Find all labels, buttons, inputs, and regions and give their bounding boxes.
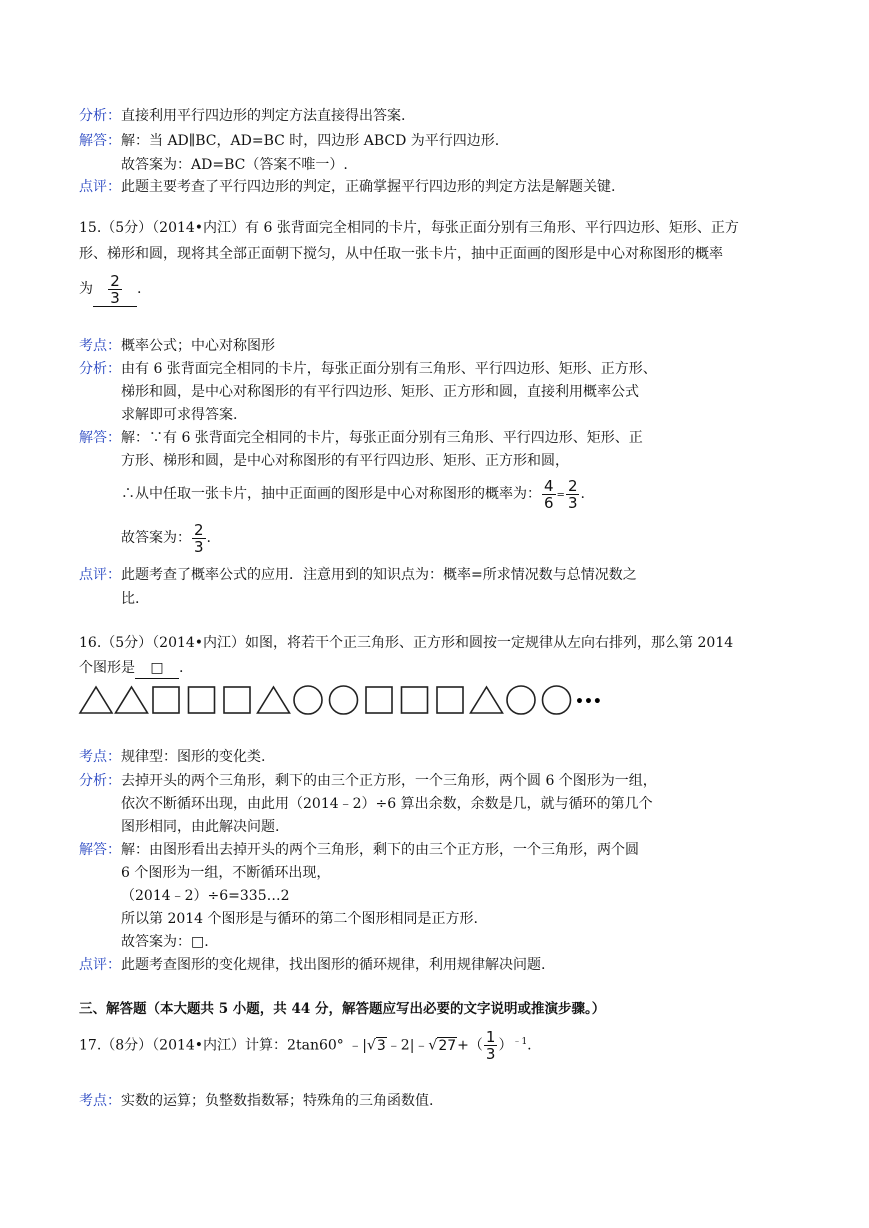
q16-line2 [79, 658, 183, 679]
analysis-text: 由有 6 张背面完全相同的卡片，每张正面分别有三角形、平行四边形、矩形、正方形、 [121, 361, 657, 377]
triangle-shape [80, 687, 112, 713]
q17-kaodian [79, 1091, 433, 1111]
q16-answer-5: 故答案为：□. [121, 934, 209, 950]
analysis-label: 分析： [79, 361, 121, 377]
circle-shape [543, 686, 571, 714]
q15-analysis-3: 求解即可求得答案. [121, 407, 238, 423]
kaodian-label: 考点： [79, 1093, 121, 1109]
ellipsis: ••• [575, 694, 602, 710]
q16-answer-2: 6 个图形为一组，不断循环出现， [121, 865, 331, 881]
answer-label: 解答： [79, 842, 121, 858]
kaodian-text: 实数的运算；负整数指数幂；特殊角的三角函数值. [121, 1093, 434, 1109]
prev-comment [79, 177, 615, 197]
final-den: 3 [194, 537, 204, 556]
q15-prefix: 为 [79, 281, 93, 297]
q15-answer [79, 428, 643, 448]
q16-analysis-2: 依次不断循环出现，由此用（2014﹣2）÷6 算出余数，余数是几，就与循环的第几个 [121, 796, 653, 812]
final-period: . [206, 530, 211, 546]
q16-line1: 16.（5分）（2014•内江）如图，将若干个正三角形、正方形和圆按一定规律从左向右排列，那么第 2014 [79, 635, 734, 651]
q17-frac-den: 3 [485, 1045, 496, 1064]
q16-answer [79, 840, 639, 860]
q15-kaodian [79, 336, 275, 356]
q17-prefix: 17.（8分）（2014•内江）计算：2tan60° ﹣| [79, 1037, 367, 1054]
q15-answer-4-text: 故答案为： [121, 530, 191, 546]
final-num: 2 [194, 520, 204, 539]
shape-sequence [78, 684, 618, 720]
square-shape [366, 687, 392, 713]
square-shape [224, 687, 250, 713]
q15-answer-blank [93, 272, 137, 307]
frac-3-den: 3 [567, 493, 578, 512]
q16-answer-3: （2014﹣2）÷6=335…2 [121, 888, 290, 904]
q15-answer-num: 2 [110, 271, 120, 290]
comment-text: 此题考查图形的变化规律，找出图形的循环规律，利用规律解决问题. [121, 957, 546, 973]
comment-label: 点评： [79, 179, 121, 195]
q16-analysis [79, 771, 657, 791]
kaodian-text: 规律型：图形的变化类. [121, 749, 266, 765]
kaodian-label: 考点： [79, 749, 121, 765]
q16-kaodian [79, 747, 265, 767]
q16-suffix: . [179, 660, 184, 676]
analysis-text: 去掉开头的两个三角形，剩下的由三个正方形，一个三角形，两个圆 6 个图形为一组， [121, 773, 657, 789]
q15-answer-3 [121, 476, 585, 512]
q16-comment [79, 955, 545, 975]
q15-answer-den: 3 [110, 288, 120, 307]
comment-text: 此题考查了概率公式的应用．注意用到的知识点为：概率=所求情况数与总情况数之 [121, 567, 637, 583]
analysis-text: 直接利用平行四边形的判定方法直接得出答案. [121, 108, 406, 124]
q15-answer-3-text: ∴从中任取一张卡片，抽中正面画的图形是中心对称图形的概率为： [121, 486, 541, 502]
q15-comment [79, 565, 637, 585]
answer-text: 解：∵有 6 张背面完全相同的卡片，每张正面分别有三角形、平行四边形、矩形、正 [121, 430, 643, 446]
sqrt-3-radicand: 3 [376, 1037, 386, 1054]
frac-2-num: 2 [567, 476, 578, 495]
triangle-shape [258, 687, 290, 713]
triangle-shape [471, 687, 503, 713]
q17-mid2: +（ [457, 1037, 483, 1054]
prev-answer [79, 131, 499, 151]
shape-sequence-figure [78, 684, 618, 716]
triangle-shape [116, 687, 148, 713]
sqrt-3: √3 [366, 1037, 386, 1054]
answer-label: 解答： [79, 430, 121, 446]
q17-mid1: ﹣2|﹣ [386, 1037, 429, 1054]
comment-text: 此题主要考查了平行四边形的判定，正确掌握平行四边形的判定方法是解题关键. [121, 179, 616, 195]
square-shape [189, 687, 215, 713]
q15-line3 [79, 272, 141, 306]
square-shape [402, 687, 428, 713]
q16-prefix: 个图形是 [79, 660, 135, 676]
kaodian-label: 考点： [79, 338, 121, 354]
square-shape [153, 687, 179, 713]
q15-suffix: . [137, 281, 142, 297]
q16-analysis-3: 图形相同，由此解决问题. [121, 819, 280, 835]
q15-answer-4 [121, 520, 211, 556]
sqrt-27-radicand: 27 [438, 1037, 457, 1054]
q16-answer-4: 所以第 2014 个图形是与循环的第二个图形相同是正方形. [121, 911, 478, 927]
answer-text: 解：当 AD∥BC，AD=BC 时，四边形 ABCD 为平行四边形. [121, 133, 500, 149]
comment-label: 点评： [79, 567, 121, 583]
q15-answer-2: 方形、梯形和圆，是中心对称图形的有平行四边形、矩形、正方形和圆， [121, 453, 569, 469]
analysis-label: 分析： [79, 773, 121, 789]
q15-comment-2: 比. [121, 591, 140, 607]
q17-line [79, 1024, 532, 1064]
section-3-title: 三、解答题（本大题共 5 小题，共 44 分，解答题应写出必要的文字说明或推演步骤。） [79, 1001, 606, 1017]
q17-end: . [527, 1037, 532, 1054]
q15-analysis-2: 梯形和圆，是中心对称图形的有平行四边形、矩形、正方形和圆，直接利用概率公式 [121, 384, 639, 400]
prev-answer-2: 故答案为：AD=BC（答案不唯一）. [121, 157, 348, 173]
answer-text: 解：由图形看出去掉开头的两个三角形，剩下的由三个正方形，一个三角形，两个圆 [121, 842, 639, 858]
circle-shape [507, 686, 535, 714]
circle-shape [330, 686, 358, 714]
sqrt-27: √27 [428, 1037, 457, 1054]
frac-4-num: 4 [544, 476, 554, 495]
q15-line1: 15.（5分）（2014•内江）有 6 张背面完全相同的卡片，每张正面分别有三角形、平行四边形、矩形、正方 [79, 220, 739, 236]
q15-line2: 形、梯形和圆，现将其全部正面朝下搅匀，从中任取一张卡片，抽中正面画的图形是中心对称图形的概率 [79, 246, 723, 262]
q17-mid3: ） [498, 1037, 513, 1054]
answer-label: 解答： [79, 133, 121, 149]
q16-answer-blank: □ [135, 658, 179, 679]
analysis-label: 分析： [79, 108, 121, 124]
q17-frac-num: 1 [485, 1028, 496, 1047]
equals-sign: = [556, 490, 565, 501]
circle-shape [294, 686, 322, 714]
square-shape [437, 687, 463, 713]
frac-6-den: 6 [544, 493, 554, 512]
kaodian-text: 概率公式；中心对称图形 [121, 338, 275, 354]
q15-analysis [79, 359, 657, 379]
prev-analysis [79, 106, 405, 126]
comment-label: 点评： [79, 957, 121, 973]
period: . [580, 486, 585, 502]
q17-exponent: ﹣1 [512, 1037, 528, 1047]
